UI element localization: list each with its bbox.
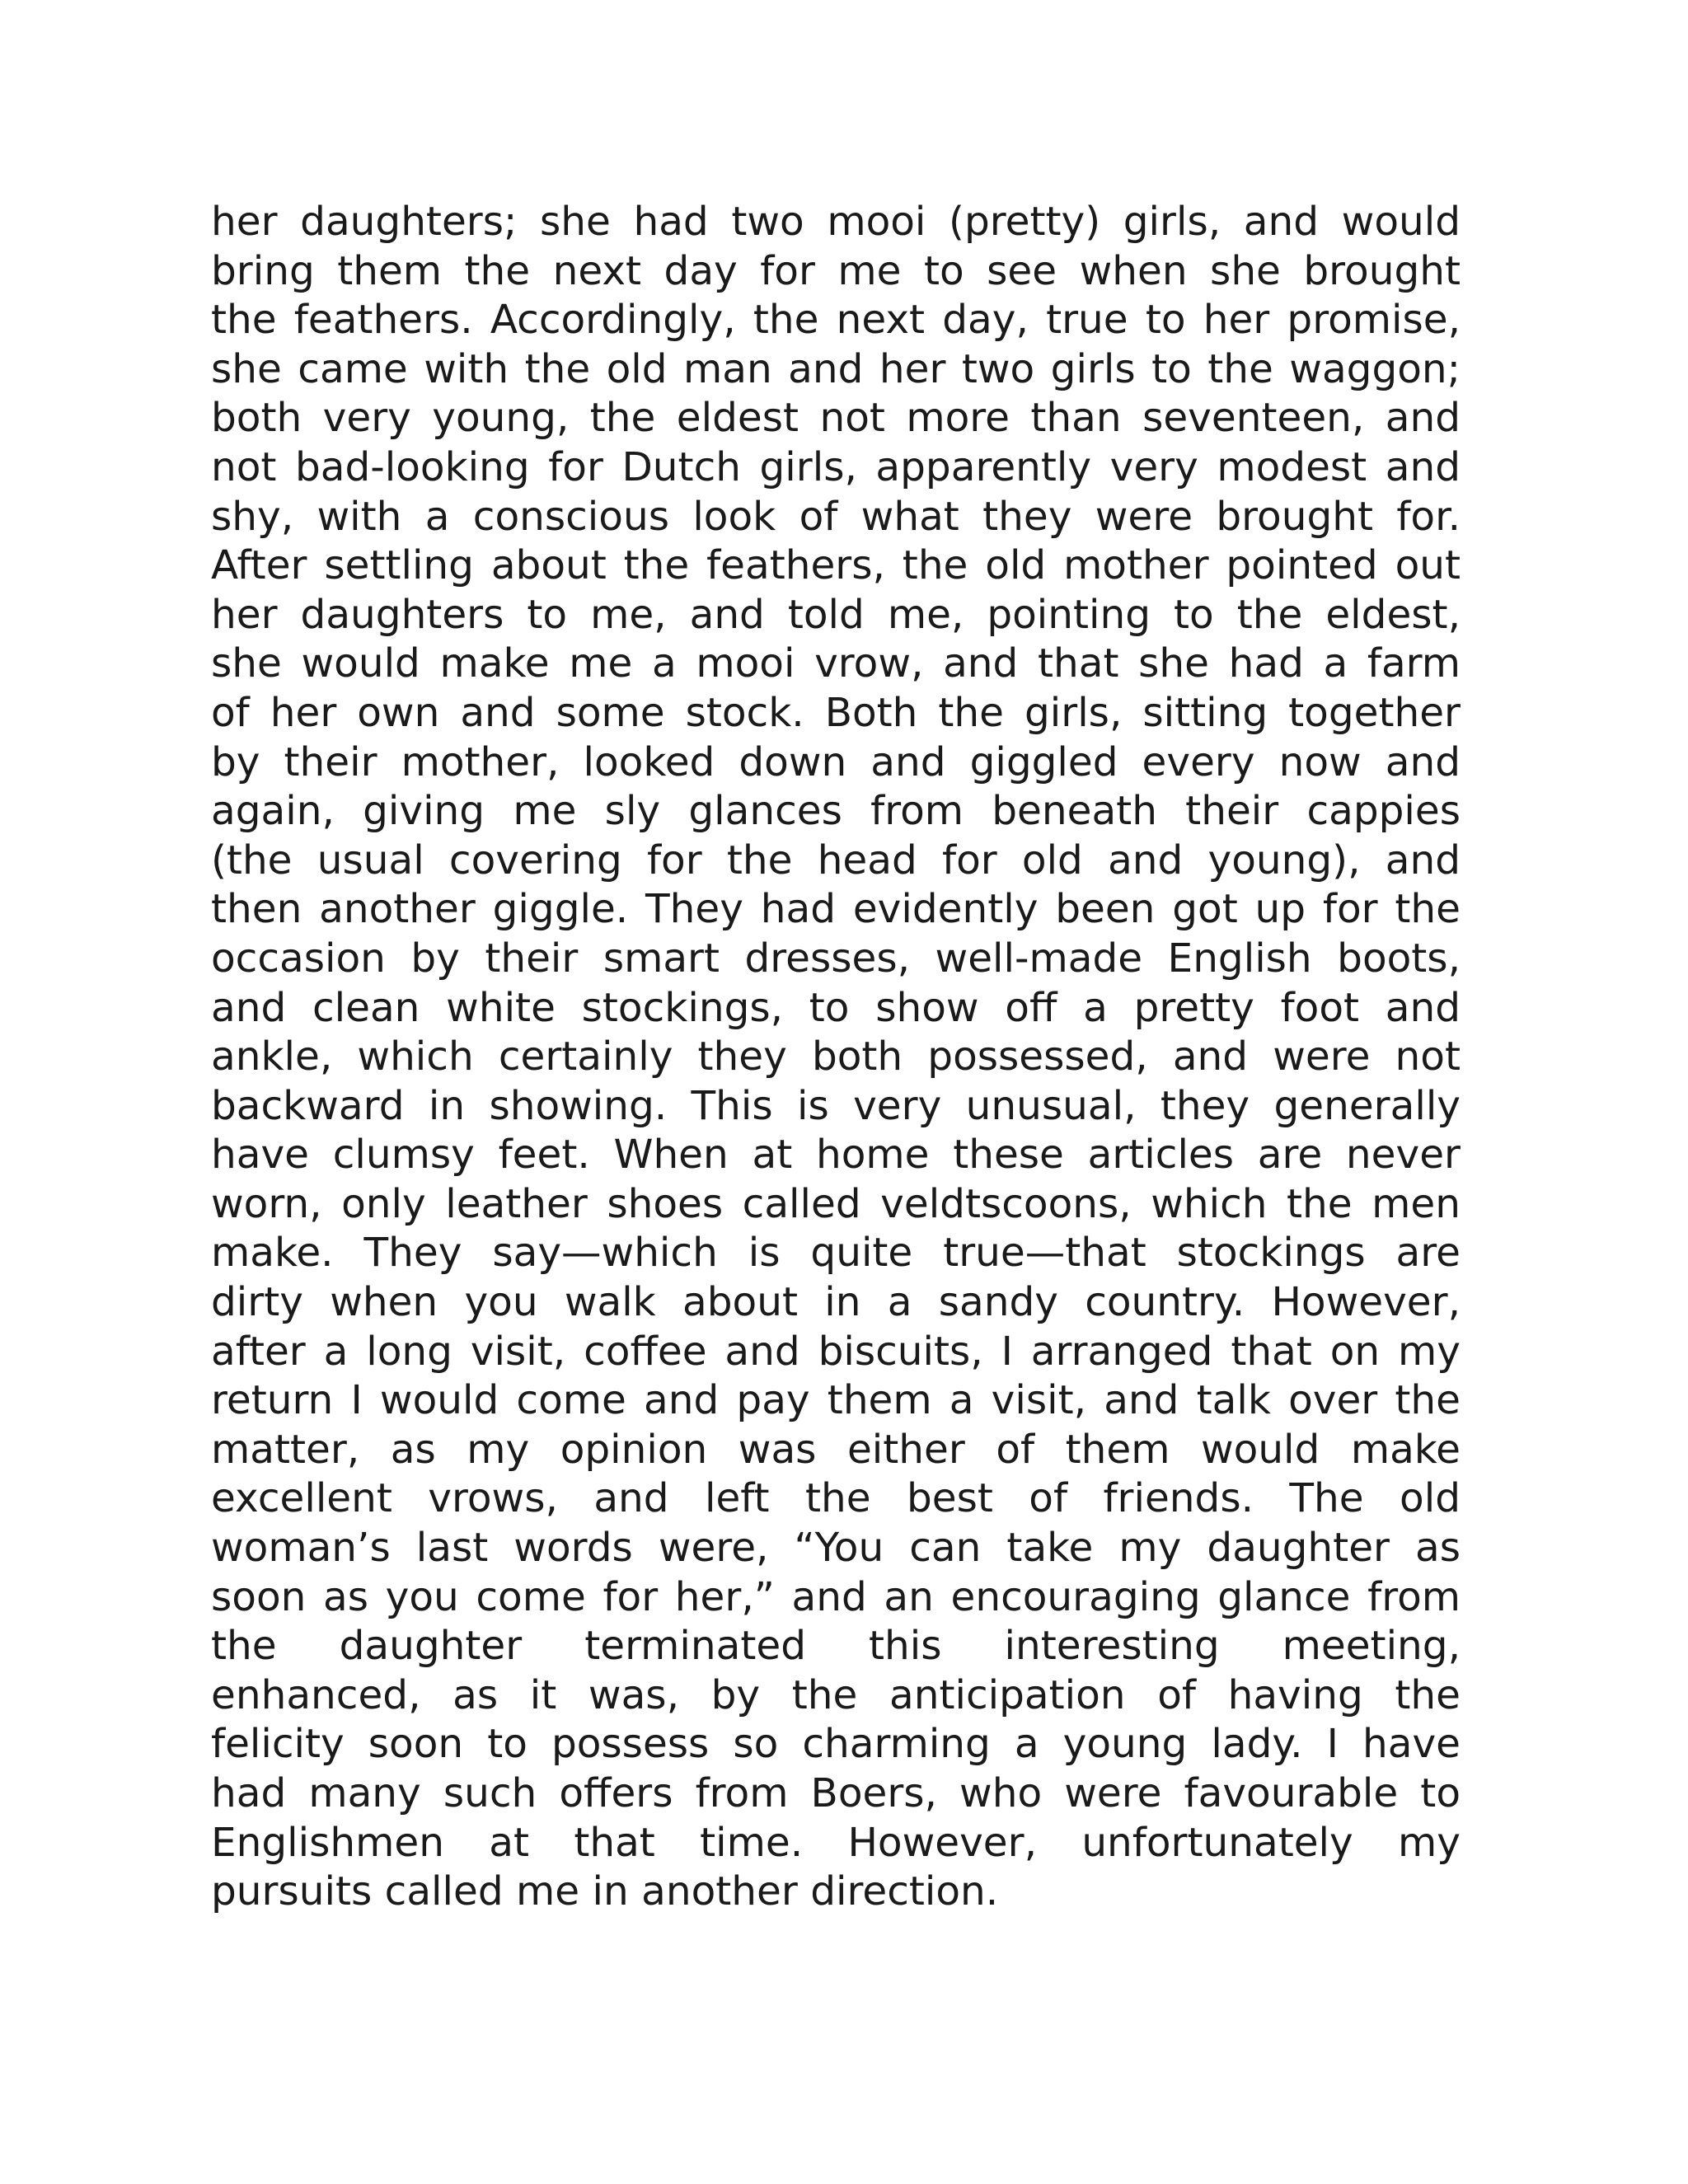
text-line: After settling about the feathers, the old mother pointed out bbox=[211, 542, 1461, 589]
text-line: and clean white stockings, to show off a pretty foot and bbox=[211, 984, 1461, 1031]
text-line: excellent vrows, and left the best of friends. The old bbox=[211, 1475, 1461, 1522]
text-line: not bad-looking for Dutch girls, apparently very modest and bbox=[211, 443, 1461, 490]
text-line: (the usual covering for the head for old and young), and bbox=[211, 837, 1461, 883]
text-line: soon as you come for her,” and an encouraging glance from bbox=[211, 1573, 1461, 1620]
text-line: she would make me a mooi vrow, and that she had a farm bbox=[211, 640, 1461, 687]
text-line: occasion by their smart dresses, well-made English boots, bbox=[211, 935, 1461, 982]
body-paragraph bbox=[211, 198, 1461, 1917]
text-line: felicity soon to possess so charming a young lady. I have bbox=[211, 1721, 1461, 1768]
text-line: pursuits called me in another direction. bbox=[211, 1868, 999, 1915]
text-line: had many such offers from Boers, who were favourable to bbox=[211, 1770, 1461, 1816]
text-line: shy, with a conscious look of what they were brought for. bbox=[211, 493, 1461, 540]
text-line: make. They say—which is quite true—that stockings are bbox=[211, 1230, 1461, 1277]
text-line: by their mother, looked down and giggled every now and bbox=[211, 738, 1461, 785]
text-line: after a long visit, coffee and biscuits, I arranged that on my bbox=[211, 1328, 1461, 1375]
text-line: the daughter terminated this interesting meeting, bbox=[211, 1623, 1461, 1670]
text-line: backward in showing. This is very unusual, they generally bbox=[211, 1082, 1461, 1129]
text-line: have clumsy feet. When at home these articles are never bbox=[211, 1132, 1461, 1179]
text-line: both very young, the eldest not more than seventeen, and bbox=[211, 395, 1461, 442]
text-line: woman’s last words were, “You can take my daughter as bbox=[211, 1525, 1461, 1572]
text-line: her daughters; she had two mooi (pretty) girls, and would bbox=[211, 199, 1461, 245]
text-line: bring them the next day for me to see when she brought bbox=[211, 247, 1461, 294]
text-line: she came with the old man and her two girls to the waggon; bbox=[211, 345, 1461, 392]
text-line: dirty when you walk about in a sandy country. However, bbox=[211, 1279, 1461, 1326]
text-line: enhanced, as it was, by the anticipation of having the bbox=[211, 1671, 1461, 1718]
text-line: her daughters to me, and told me, pointing to the eldest, bbox=[211, 591, 1461, 638]
text-line: Englishmen at that time. However, unfortunately my bbox=[211, 1819, 1461, 1866]
text-line: then another giggle. They had evidently been got up for the bbox=[211, 886, 1461, 933]
text-line: again, giving me sly glances from beneath their cappies bbox=[211, 788, 1461, 835]
text-line: return I would come and pay them a visit, and talk over the bbox=[211, 1377, 1461, 1424]
text-line: ankle, which certainly they both possessed, and were not bbox=[211, 1033, 1461, 1080]
text-line: matter, as my opinion was either of them would make bbox=[211, 1426, 1461, 1473]
text-line: of her own and some stock. Both the girls, sitting together bbox=[211, 689, 1461, 736]
text-line: the feathers. Accordingly, the next day, true to her promise, bbox=[211, 297, 1461, 344]
text-line: worn, only leather shoes called veldtscoons, which the men bbox=[211, 1180, 1461, 1227]
